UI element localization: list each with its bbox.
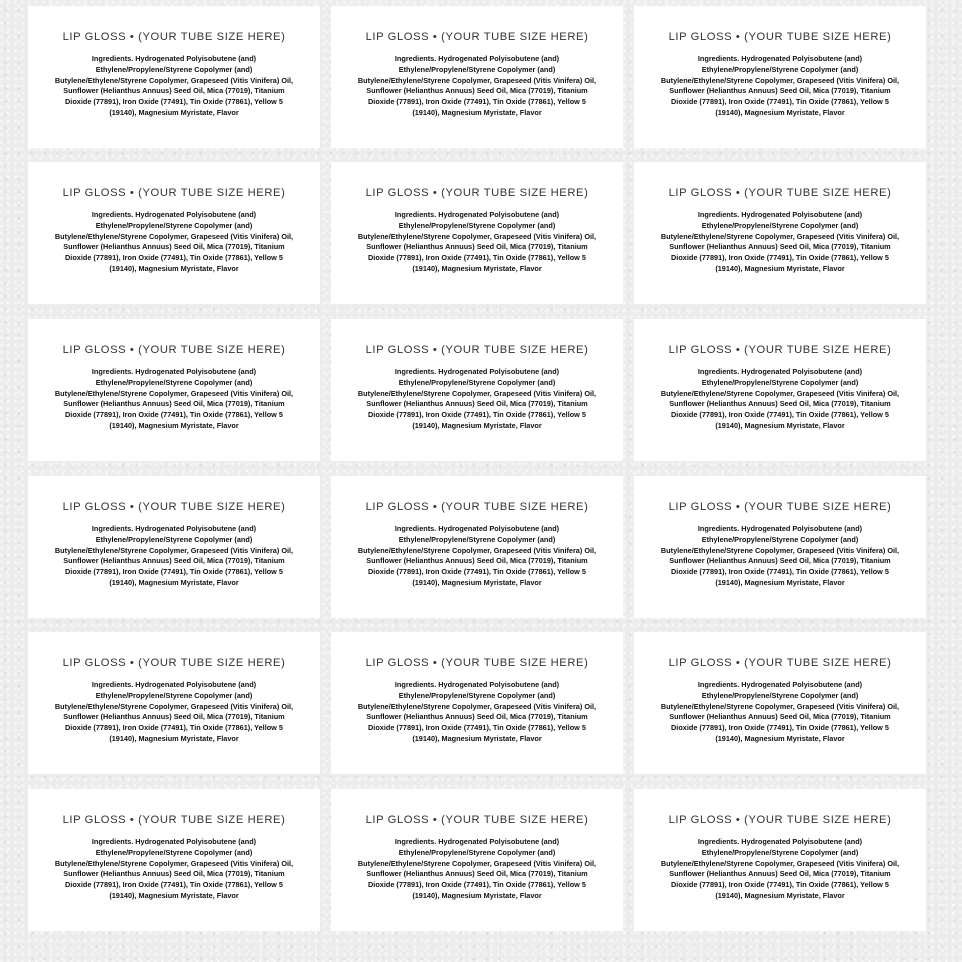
ingredient-line: Butylene/Ethylene/Styrene Copolymer, Grapeseed (Vitis Vinifera) Oil, — [54, 388, 294, 398]
label-ingredients — [28, 837, 320, 902]
label-title: LIP GLOSS • (YOUR TUBE SIZE HERE) — [365, 657, 589, 669]
ingredient-line: Ethylene/Propylene/Styrene Copolymer (and) — [398, 534, 556, 544]
ingredient-line: Butylene/Ethylene/Styrene Copolymer, Grapeseed (Vitis Vinifera) Oil, — [357, 388, 597, 398]
ingredient-line: (19140), Magnesium Myristate, Flavor — [715, 107, 845, 117]
label-title: LIP GLOSS • (YOUR TUBE SIZE HERE) — [668, 501, 892, 513]
ingredient-line: Butylene/Ethylene/Styrene Copolymer, Grapeseed (Vitis Vinifera) Oil, — [357, 701, 597, 711]
ingredient-line: Sunflower (Helianthus Annuus) Seed Oil, Mica (77019), Titanium — [63, 86, 285, 96]
ingredient-line: Butylene/Ethylene/Styrene Copolymer, Grapeseed (Vitis Vinifera) Oil, — [54, 75, 294, 85]
label-r5-c1 — [28, 632, 320, 774]
label-title: LIP GLOSS • (YOUR TUBE SIZE HERE) — [365, 187, 589, 199]
label-ingredients — [331, 837, 623, 902]
ingredient-line: Dioxide (77891), Iron Oxide (77491), Tin Oxide (77861), Yellow 5 — [671, 253, 889, 263]
ingredient-line: Dioxide (77891), Iron Oxide (77491), Tin Oxide (77861), Yellow 5 — [368, 880, 586, 890]
label-ingredients — [28, 680, 320, 745]
ingredient-line: (19140), Magnesium Myristate, Flavor — [109, 420, 239, 430]
label-ingredients — [331, 210, 623, 275]
ingredient-line: Dioxide (77891), Iron Oxide (77491), Tin Oxide (77861), Yellow 5 — [65, 567, 283, 577]
ingredient-line: Ingredients. Hydrogenated Polyisobutene (and) — [697, 367, 863, 376]
label-title: LIP GLOSS • (YOUR TUBE SIZE HERE) — [62, 344, 286, 356]
ingredient-line: Ingredients. Hydrogenated Polyisobutene (and) — [394, 54, 560, 63]
ingredient-line: Dioxide (77891), Iron Oxide (77491), Tin Oxide (77861), Yellow 5 — [368, 410, 586, 420]
label-title: LIP GLOSS • (YOUR TUBE SIZE HERE) — [62, 31, 286, 43]
label-title: LIP GLOSS • (YOUR TUBE SIZE HERE) — [668, 657, 892, 669]
ingredient-line: Ingredients. Hydrogenated Polyisobutene (and) — [91, 210, 257, 219]
ingredient-line: Dioxide (77891), Iron Oxide (77491), Tin Oxide (77861), Yellow 5 — [65, 97, 283, 107]
label-r4-c2 — [331, 476, 623, 618]
ingredient-line: Ingredients. Hydrogenated Polyisobutene (and) — [91, 367, 257, 376]
ingredient-line: Ethylene/Propylene/Styrene Copolymer (and) — [701, 64, 859, 74]
ingredient-line: Ingredients. Hydrogenated Polyisobutene (and) — [697, 54, 863, 63]
ingredient-line: Ethylene/Propylene/Styrene Copolymer (and) — [95, 847, 253, 857]
ingredient-line: Sunflower (Helianthus Annuus) Seed Oil, Mica (77019), Titanium — [669, 712, 891, 722]
ingredient-line: Butylene/Ethylene/Styrene Copolymer, Grapeseed (Vitis Vinifera) Oil, — [357, 231, 597, 241]
ingredient-line: Ethylene/Propylene/Styrene Copolymer (and) — [398, 847, 556, 857]
label-title: LIP GLOSS • (YOUR TUBE SIZE HERE) — [668, 31, 892, 43]
label-title: LIP GLOSS • (YOUR TUBE SIZE HERE) — [668, 187, 892, 199]
label-r3-c2 — [331, 319, 623, 461]
ingredient-line: Ethylene/Propylene/Styrene Copolymer (and) — [701, 847, 859, 857]
ingredient-line: Ingredients. Hydrogenated Polyisobutene (and) — [697, 524, 863, 533]
ingredient-line: Dioxide (77891), Iron Oxide (77491), Tin Oxide (77861), Yellow 5 — [671, 410, 889, 420]
ingredient-line: Ingredients. Hydrogenated Polyisobutene (and) — [91, 837, 257, 846]
ingredient-line: (19140), Magnesium Myristate, Flavor — [715, 577, 845, 587]
ingredient-line: Sunflower (Helianthus Annuus) Seed Oil, Mica (77019), Titanium — [63, 399, 285, 409]
ingredient-line: Dioxide (77891), Iron Oxide (77491), Tin Oxide (77861), Yellow 5 — [368, 723, 586, 733]
ingredient-line: (19140), Magnesium Myristate, Flavor — [412, 107, 542, 117]
label-r2-c2 — [331, 162, 623, 304]
ingredient-line: Butylene/Ethylene/Styrene Copolymer, Grapeseed (Vitis Vinifera) Oil, — [357, 545, 597, 555]
ingredient-line: Dioxide (77891), Iron Oxide (77491), Tin Oxide (77861), Yellow 5 — [65, 723, 283, 733]
label-ingredients — [634, 210, 926, 275]
ingredient-line: (19140), Magnesium Myristate, Flavor — [412, 420, 542, 430]
ingredient-line: (19140), Magnesium Myristate, Flavor — [109, 890, 239, 900]
label-r2-c1 — [28, 162, 320, 304]
ingredient-line: Butylene/Ethylene/Styrene Copolymer, Grapeseed (Vitis Vinifera) Oil, — [54, 701, 294, 711]
ingredient-line: Ingredients. Hydrogenated Polyisobutene (and) — [697, 680, 863, 689]
label-title: LIP GLOSS • (YOUR TUBE SIZE HERE) — [365, 31, 589, 43]
ingredient-line: Ethylene/Propylene/Styrene Copolymer (and) — [95, 534, 253, 544]
label-title: LIP GLOSS • (YOUR TUBE SIZE HERE) — [668, 814, 892, 826]
ingredient-line: Sunflower (Helianthus Annuus) Seed Oil, Mica (77019), Titanium — [63, 556, 285, 566]
ingredient-line: Butylene/Ethylene/Styrene Copolymer, Grapeseed (Vitis Vinifera) Oil, — [54, 858, 294, 868]
label-title: LIP GLOSS • (YOUR TUBE SIZE HERE) — [365, 344, 589, 356]
ingredient-line: Sunflower (Helianthus Annuus) Seed Oil, Mica (77019), Titanium — [366, 869, 588, 879]
label-title: LIP GLOSS • (YOUR TUBE SIZE HERE) — [365, 814, 589, 826]
ingredient-line: Butylene/Ethylene/Styrene Copolymer, Grapeseed (Vitis Vinifera) Oil, — [54, 545, 294, 555]
label-r3-c1 — [28, 319, 320, 461]
label-title: LIP GLOSS • (YOUR TUBE SIZE HERE) — [62, 657, 286, 669]
ingredient-line: Butylene/Ethylene/Styrene Copolymer, Grapeseed (Vitis Vinifera) Oil, — [357, 75, 597, 85]
ingredient-line: Dioxide (77891), Iron Oxide (77491), Tin Oxide (77861), Yellow 5 — [65, 253, 283, 263]
ingredient-line: Ingredients. Hydrogenated Polyisobutene (and) — [91, 54, 257, 63]
ingredient-line: Dioxide (77891), Iron Oxide (77491), Tin Oxide (77861), Yellow 5 — [368, 567, 586, 577]
ingredient-line: (19140), Magnesium Myristate, Flavor — [412, 263, 542, 273]
label-ingredients — [28, 524, 320, 589]
ingredient-line: Ingredients. Hydrogenated Polyisobutene (and) — [697, 210, 863, 219]
ingredient-line: Ingredients. Hydrogenated Polyisobutene (and) — [394, 210, 560, 219]
label-title: LIP GLOSS • (YOUR TUBE SIZE HERE) — [62, 187, 286, 199]
ingredient-line: (19140), Magnesium Myristate, Flavor — [715, 733, 845, 743]
label-r1-c3 — [634, 6, 926, 148]
ingredient-line: Butylene/Ethylene/Styrene Copolymer, Grapeseed (Vitis Vinifera) Oil, — [660, 701, 900, 711]
label-ingredients — [28, 210, 320, 275]
ingredient-line: Ethylene/Propylene/Styrene Copolymer (and) — [701, 690, 859, 700]
ingredient-line: Butylene/Ethylene/Styrene Copolymer, Grapeseed (Vitis Vinifera) Oil, — [660, 388, 900, 398]
label-title: LIP GLOSS • (YOUR TUBE SIZE HERE) — [62, 814, 286, 826]
label-ingredients — [28, 54, 320, 119]
ingredient-line: (19140), Magnesium Myristate, Flavor — [715, 263, 845, 273]
label-r1-c1 — [28, 6, 320, 148]
ingredient-line: Dioxide (77891), Iron Oxide (77491), Tin Oxide (77861), Yellow 5 — [368, 253, 586, 263]
ingredient-line: Ethylene/Propylene/Styrene Copolymer (and) — [398, 220, 556, 230]
ingredient-line: Ingredients. Hydrogenated Polyisobutene (and) — [91, 524, 257, 533]
ingredient-line: Ethylene/Propylene/Styrene Copolymer (and) — [398, 690, 556, 700]
ingredient-line: Ethylene/Propylene/Styrene Copolymer (and) — [95, 690, 253, 700]
ingredient-line: Sunflower (Helianthus Annuus) Seed Oil, Mica (77019), Titanium — [63, 712, 285, 722]
label-r6-c2 — [331, 789, 623, 931]
ingredient-line: (19140), Magnesium Myristate, Flavor — [109, 263, 239, 273]
ingredient-line: (19140), Magnesium Myristate, Flavor — [715, 420, 845, 430]
ingredient-line: Dioxide (77891), Iron Oxide (77491), Tin Oxide (77861), Yellow 5 — [671, 97, 889, 107]
label-r2-c3 — [634, 162, 926, 304]
ingredient-line: Ingredients. Hydrogenated Polyisobutene (and) — [697, 837, 863, 846]
label-ingredients — [331, 524, 623, 589]
ingredient-line: Ethylene/Propylene/Styrene Copolymer (and) — [701, 220, 859, 230]
ingredient-line: (19140), Magnesium Myristate, Flavor — [412, 733, 542, 743]
label-ingredients — [331, 367, 623, 432]
ingredient-line: Dioxide (77891), Iron Oxide (77491), Tin Oxide (77861), Yellow 5 — [671, 880, 889, 890]
ingredient-line: Dioxide (77891), Iron Oxide (77491), Tin Oxide (77861), Yellow 5 — [671, 567, 889, 577]
ingredient-line: Dioxide (77891), Iron Oxide (77491), Tin Oxide (77861), Yellow 5 — [65, 880, 283, 890]
ingredient-line: Sunflower (Helianthus Annuus) Seed Oil, Mica (77019), Titanium — [669, 556, 891, 566]
ingredient-line: Butylene/Ethylene/Styrene Copolymer, Grapeseed (Vitis Vinifera) Oil, — [660, 858, 900, 868]
label-ingredients — [634, 367, 926, 432]
label-r4-c1 — [28, 476, 320, 618]
ingredient-line: (19140), Magnesium Myristate, Flavor — [109, 577, 239, 587]
label-r1-c2 — [331, 6, 623, 148]
label-title: LIP GLOSS • (YOUR TUBE SIZE HERE) — [365, 501, 589, 513]
ingredient-line: Ethylene/Propylene/Styrene Copolymer (and) — [701, 534, 859, 544]
label-r6-c1 — [28, 789, 320, 931]
label-ingredients — [634, 524, 926, 589]
label-title: LIP GLOSS • (YOUR TUBE SIZE HERE) — [62, 501, 286, 513]
ingredient-line: Sunflower (Helianthus Annuus) Seed Oil, Mica (77019), Titanium — [366, 86, 588, 96]
label-ingredients — [331, 680, 623, 745]
label-r5-c3 — [634, 632, 926, 774]
ingredient-line: Sunflower (Helianthus Annuus) Seed Oil, Mica (77019), Titanium — [669, 86, 891, 96]
label-r6-c3 — [634, 789, 926, 931]
label-ingredients — [28, 367, 320, 432]
ingredient-line: Ingredients. Hydrogenated Polyisobutene (and) — [394, 680, 560, 689]
label-title: LIP GLOSS • (YOUR TUBE SIZE HERE) — [668, 344, 892, 356]
label-ingredients — [634, 54, 926, 119]
ingredient-line: Butylene/Ethylene/Styrene Copolymer, Grapeseed (Vitis Vinifera) Oil, — [660, 231, 900, 241]
ingredient-line: Sunflower (Helianthus Annuus) Seed Oil, Mica (77019), Titanium — [366, 399, 588, 409]
label-r3-c3 — [634, 319, 926, 461]
ingredient-line: Ingredients. Hydrogenated Polyisobutene (and) — [394, 524, 560, 533]
ingredient-line: Ingredients. Hydrogenated Polyisobutene (and) — [394, 367, 560, 376]
label-r4-c3 — [634, 476, 926, 618]
ingredient-line: Ethylene/Propylene/Styrene Copolymer (and) — [398, 64, 556, 74]
ingredient-line: Ingredients. Hydrogenated Polyisobutene (and) — [91, 680, 257, 689]
ingredient-line: Ingredients. Hydrogenated Polyisobutene (and) — [394, 837, 560, 846]
ingredient-line: (19140), Magnesium Myristate, Flavor — [412, 890, 542, 900]
ingredient-line: Butylene/Ethylene/Styrene Copolymer, Grapeseed (Vitis Vinifera) Oil, — [54, 231, 294, 241]
ingredient-line: Ethylene/Propylene/Styrene Copolymer (and) — [95, 64, 253, 74]
ingredient-line: Ethylene/Propylene/Styrene Copolymer (and) — [95, 377, 253, 387]
label-ingredients — [634, 837, 926, 902]
label-r5-c2 — [331, 632, 623, 774]
ingredient-line: Dioxide (77891), Iron Oxide (77491), Tin Oxide (77861), Yellow 5 — [368, 97, 586, 107]
ingredient-line: Butylene/Ethylene/Styrene Copolymer, Grapeseed (Vitis Vinifera) Oil, — [357, 858, 597, 868]
ingredient-line: Butylene/Ethylene/Styrene Copolymer, Grapeseed (Vitis Vinifera) Oil, — [660, 75, 900, 85]
ingredient-line: Sunflower (Helianthus Annuus) Seed Oil, Mica (77019), Titanium — [366, 556, 588, 566]
label-ingredients — [331, 54, 623, 119]
ingredient-line: Dioxide (77891), Iron Oxide (77491), Tin Oxide (77861), Yellow 5 — [65, 410, 283, 420]
label-ingredients — [634, 680, 926, 745]
ingredient-line: (19140), Magnesium Myristate, Flavor — [715, 890, 845, 900]
ingredient-line: Sunflower (Helianthus Annuus) Seed Oil, Mica (77019), Titanium — [669, 242, 891, 252]
ingredient-line: Sunflower (Helianthus Annuus) Seed Oil, Mica (77019), Titanium — [669, 399, 891, 409]
ingredient-line: (19140), Magnesium Myristate, Flavor — [412, 577, 542, 587]
ingredient-line: Ethylene/Propylene/Styrene Copolymer (and) — [701, 377, 859, 387]
ingredient-line: Sunflower (Helianthus Annuus) Seed Oil, Mica (77019), Titanium — [669, 869, 891, 879]
ingredient-line: Dioxide (77891), Iron Oxide (77491), Tin Oxide (77861), Yellow 5 — [671, 723, 889, 733]
ingredient-line: (19140), Magnesium Myristate, Flavor — [109, 107, 239, 117]
ingredient-line: Butylene/Ethylene/Styrene Copolymer, Grapeseed (Vitis Vinifera) Oil, — [660, 545, 900, 555]
ingredient-line: (19140), Magnesium Myristate, Flavor — [109, 733, 239, 743]
ingredient-line: Sunflower (Helianthus Annuus) Seed Oil, Mica (77019), Titanium — [366, 242, 588, 252]
ingredient-line: Ethylene/Propylene/Styrene Copolymer (and) — [95, 220, 253, 230]
ingredient-line: Sunflower (Helianthus Annuus) Seed Oil, Mica (77019), Titanium — [63, 869, 285, 879]
ingredient-line: Sunflower (Helianthus Annuus) Seed Oil, Mica (77019), Titanium — [63, 242, 285, 252]
ingredient-line: Ethylene/Propylene/Styrene Copolymer (and) — [398, 377, 556, 387]
ingredient-line: Sunflower (Helianthus Annuus) Seed Oil, Mica (77019), Titanium — [366, 712, 588, 722]
